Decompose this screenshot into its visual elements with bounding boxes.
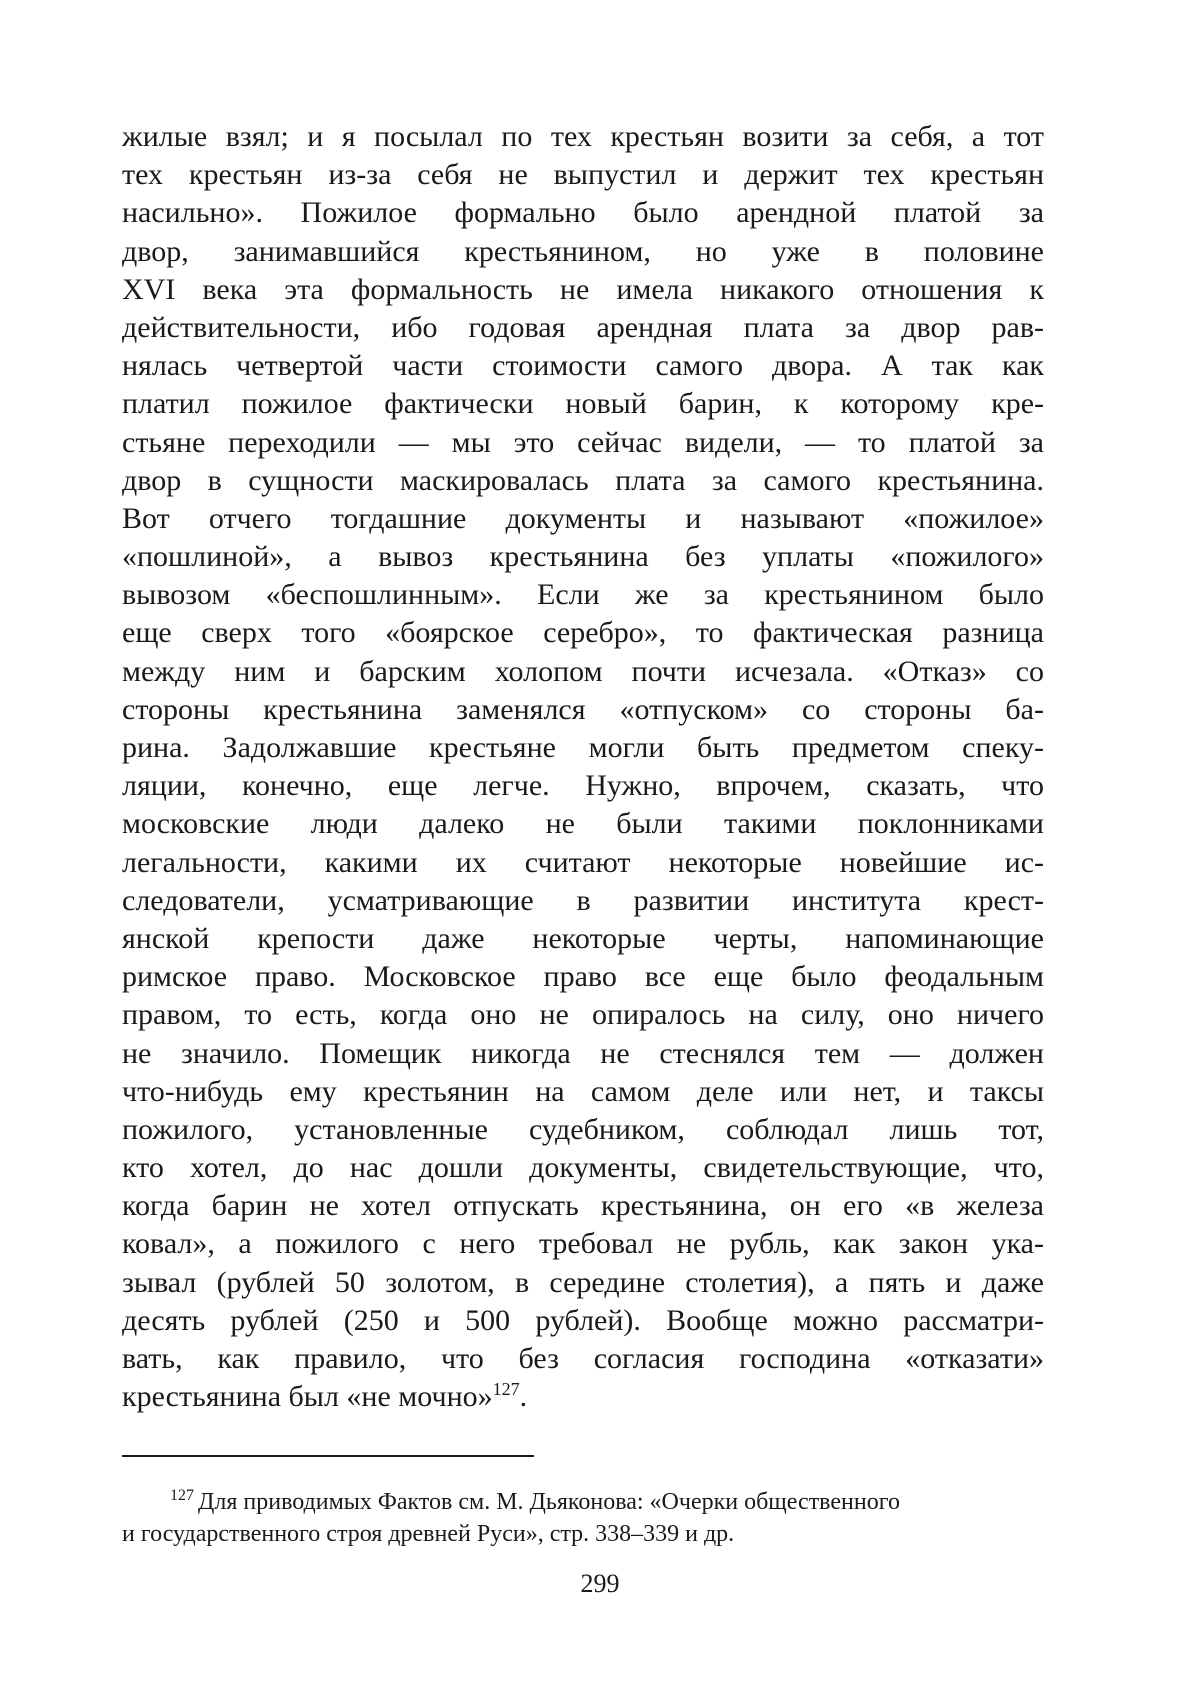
text-line: Вот отчего тогдашние документы и называют «пожилое»: [122, 501, 1044, 535]
footnote-line: [122, 1518, 1044, 1550]
text-line: римское право. Московское право все еще было феодальным: [122, 960, 1044, 994]
text-line: XVI века эта формальность не имела никакого отношения к: [122, 272, 1044, 306]
text-line: янской крепости даже некоторые черты, напоминающие: [122, 921, 1044, 955]
footnote-reference[interactable]: 127: [492, 1379, 520, 1400]
text-line: насильно». Пожилое формально было арендной платой за: [122, 196, 1044, 230]
text-line: между ним и барским холопом почти исчезала. «Отказ» со: [122, 654, 1044, 688]
page-number: 299: [580, 1569, 620, 1598]
footnote-number: 127: [170, 1487, 194, 1504]
text-line: следователи, усматривающие в развитии института крест-: [122, 883, 1044, 917]
last-line-period: .: [519, 1380, 528, 1414]
footnote-line: [122, 1486, 1044, 1518]
text-line: что-нибудь ему крестьянин на самом деле или нет, и таксы: [122, 1074, 1044, 1108]
text-line: легальности, какими их считают некоторые новейшие ис-: [122, 845, 1044, 879]
text-line: жилые взял; и я посылал по тех крестьян возити за себя, а тот: [122, 120, 1044, 153]
text-line: действительности, ибо годовая арендная плата за двор рав-: [122, 310, 1044, 344]
text-line: вать, как правило, что без согласия господина «отказати»: [122, 1342, 1044, 1375]
text-line: стороны крестьянина заменялся «отпуском» со стороны ба-: [122, 692, 1044, 726]
last-line-text: крестьянина был «не мочно»: [122, 1380, 493, 1414]
text-line: рина. Задолжавшие крестьяне могли быть предметом спеку-: [122, 731, 1044, 764]
text-line: вывозом «беспошлинным». Если же за крестьянином было: [122, 578, 1044, 612]
text-line-last: [122, 1378, 1044, 1416]
text-line: двор, занимавшийся крестьянином, но уже в половине: [122, 234, 1044, 268]
text-line: ковал», а пожилого с него требовал не рубль, как закон ука-: [122, 1227, 1044, 1261]
text-line: десять рублей (250 и 500 рублей). Вообще можно рассматри-: [122, 1303, 1044, 1337]
text-line: «пошлиной», а вывоз крестьянина без уплаты «пожилого»: [122, 540, 1044, 574]
text-line: кто хотел, до нас дошли документы, свидетельствующие, что,: [122, 1151, 1044, 1185]
text-line: платил пожилое фактически новый барин, к которому кре-: [122, 387, 1044, 421]
text-line: еще сверх того «боярское серебро», то фактическая разница: [122, 616, 1044, 650]
text-line: двор в сущности маскировалась плата за самого крестьянина.: [122, 463, 1044, 497]
text-line: когда барин не хотел отпускать крестьянина, он его «в железа: [122, 1189, 1044, 1223]
text-line: пожилого, установленные судебником, соблюдал лишь тот,: [122, 1112, 1044, 1146]
text-line: ляции, конечно, еще легче. Нужно, впрочем, сказать, что: [122, 769, 1044, 803]
text-line: стьяне переходили — мы это сейчас видели, — то платой за: [122, 425, 1044, 459]
text-line: московские люди далеко не были такими поклонниками: [122, 807, 1044, 841]
text-line: нялась четвертой части стоимости самого двора. А так как: [122, 349, 1044, 383]
footnote: [122, 1486, 1044, 1550]
text-line: правом, то есть, когда оно не опиралось на силу, оно ничего: [122, 998, 1044, 1032]
footnote-text-1: Для приводимых Фактов см. М. Дьяконова: «Очерки общественного: [198, 1489, 900, 1515]
text-line: тех крестьян из-за себя не выпустил и держит тех крестьян: [122, 158, 1044, 192]
footnote-text-2: и государственного строя древней Руси», стр. 338–339 и др.: [122, 1521, 735, 1547]
text-line: не значило. Помещик никогда не стеснялся тем — должен: [122, 1036, 1044, 1070]
text-line: зывал (рублей 50 золотом, в середине столетия), а пять и даже: [122, 1265, 1044, 1299]
footnote-divider: [122, 1455, 534, 1457]
main-text: [122, 118, 1044, 1416]
